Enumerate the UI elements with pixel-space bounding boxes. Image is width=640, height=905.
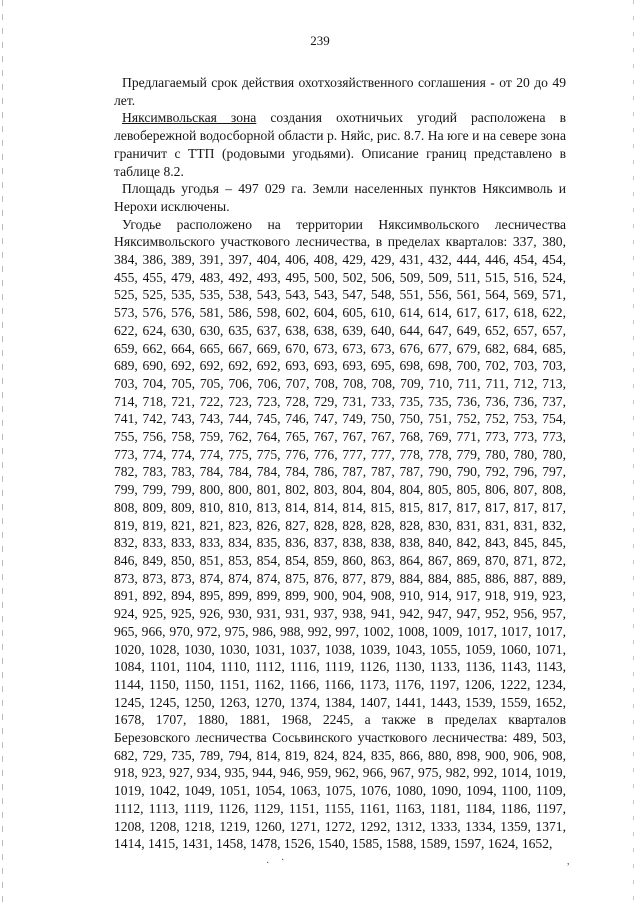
scan-edge-right (633, 0, 634, 905)
scan-speck: · (281, 855, 285, 866)
scan-speck: , (567, 856, 570, 867)
page-number: 239 (310, 33, 330, 48)
paragraph-zone (114, 109, 566, 180)
zone-description: создания охотничьих угодий расположена в левобережной водосборной области р. Няйс, рис. 8.7. На юге и на севере зона граничит с ТТП (родовыми угодьями). Описание границ представлено в таблице 8.2. (114, 110, 567, 179)
body-text (114, 74, 566, 853)
zone-name-underlined: Няксимвольская зона (122, 110, 257, 126)
paragraph-quarters: Угодье расположено на территории Няксимвольского лесничества Няксимвольского участкового лесничества, в пределах кварталов: 337, 380, 384, 386, 389, 391, 397, 404, 406, 408, 429, 429, 431, 432, 444, 446, 454, 454, 455, 455, 479, 483, 492, 493, 495, 500, 502, 506, 509, 509, 511, 515, 516, 524, 525, 525, 535, 535, 538, 543, 543, 543, 547, 548, 551, 556, 561, 564, 569, 571, 573, 576, 576, 581, 586, 598, 602, 604, 605, 610, 614, 614, 617, 617, 618, 622, 622, 624, 630, 630, 635, 637, 638, 638, 639, 640, 644, 647, 649, 652, 657, 657, 659, 662, 664, 665, 667, 669, 670, 673, 673, 673, 676, 677, 679, 682, 684, 685, 689, 690, 692, 692, 692, 692, 693, 693, 693, 695, 698, 698, 700, 702, 703, 703, 703, 704, 705, 705, 706, 706, 707, 708, 708, 708, 709, 710, 711, 711, 712, 713, 714, 718, 721, 722, 723, 723, 728, 729, 731, 733, 735, 735, 736, 736, 736, 737, 741, 742, 743, 743, 744, 745, 746, 747, 749, 750, 750, 751, 752, 752, 753, 754, 755, 756, 758, 759, 762, 764, 765, 767, 767, 767, 768, 769, 771, 773, 773, 773, 773, 774, 774, 774, 775, 775, 776, 776, 777, 777, 778, 778, 779, 780, 780, 780, 782, 783, 783, 784, 784, 784, 784, 786, 787, 787, 787, 790, 790, 792, 796, 797, 799, 799, 799, 800, 800, 801, 802, 803, 804, 804, 804, 805, 805, 806, 807, 808, 808, 809, 809, 810, 810, 813, 814, 814, 814, 815, 815, 817, 817, 817, 817, 817, 819, 819, 821, 821, 823, 826, 827, 828, 828, 828, 828, 830, 831, 831, 831, 832, 832, 833, 833, 833, 834, 835, 836, 837, 838, 838, 838, 840, 842, 843, 845, 845, 846, 849, 850, 851, 853, 854, 854, 859, 860, 863, 864, 867, 869, 870, 871, 872, 873, 873, 873, 874, 874, 874, 875, 876, 877, 879, 884, 884, 885, 886, 887, 889, 891, 892, 894, 895, 899, 899, 899, 900, 904, 908, 910, 914, 917, 918, 919, 923, 924, 925, 925, 926, 930, 931, 931, 937, 938, 941, 942, 947, 947, 952, 956, 957, 965, 966, 970, 972, 975, 986, 988, 992, 997, 1002, 1008, 1009, 1017, 1017, 1017, 1020, 1028, 1030, 1030, 1031, 1037, 1038, 1039, 1043, 1055, 1059, 1060, 1071, 1084, 1101, 1104, 1110, 1112, 1116, 1119, 1126, 1130, 1133, 1136, 1143, 1143, 1144, 1150, 1150, 1151, 1162, 1166, 1166, 1173, 1176, 1197, 1206, 1222, 1234, 1245, 1245, 1250, 1263, 1270, 1374, 1384, 1407, 1441, 1443, 1539, 1559, 1652, 1678, 1707, 1880, 1881, 1968, 2245, а также в пределах кварталов Березовского лесничества Сосьвинского участкового лесничества: 489, 503, 682, 729, 735, 789, 794, 814, 819, 824, 824, 835, 866, 880, 898, 900, 906, 908, 918, 923, 927, 934, 935, 944, 946, 959, 962, 966, 967, 975, 982, 992, 1014, 1019, 1019, 1042, 1049, 1051, 1054, 1063, 1075, 1076, 1080, 1090, 1094, 1100, 1109, 1112, 1113, 1119, 1126, 1129, 1151, 1155, 1161, 1163, 1181, 1184, 1186, 1197, 1208, 1208, 1218, 1219, 1260, 1271, 1272, 1292, 1312, 1333, 1334, 1359, 1371, 1414, 1415, 1431, 1458, 1478, 1526, 1540, 1585, 1588, 1589, 1597, 1624, 1652, (114, 216, 566, 852)
scan-speck: · (266, 858, 270, 869)
paragraph-area: Площадь угодья – 497 029 га. Земли населенных пунктов Няксимволь и Нерохи исключены. (114, 181, 566, 214)
scan-edge-left (2, 0, 3, 905)
paragraph-term: Предлагаемый срок действия охотхозяйственного соглашения - от 20 до 49 лет. (114, 75, 566, 108)
